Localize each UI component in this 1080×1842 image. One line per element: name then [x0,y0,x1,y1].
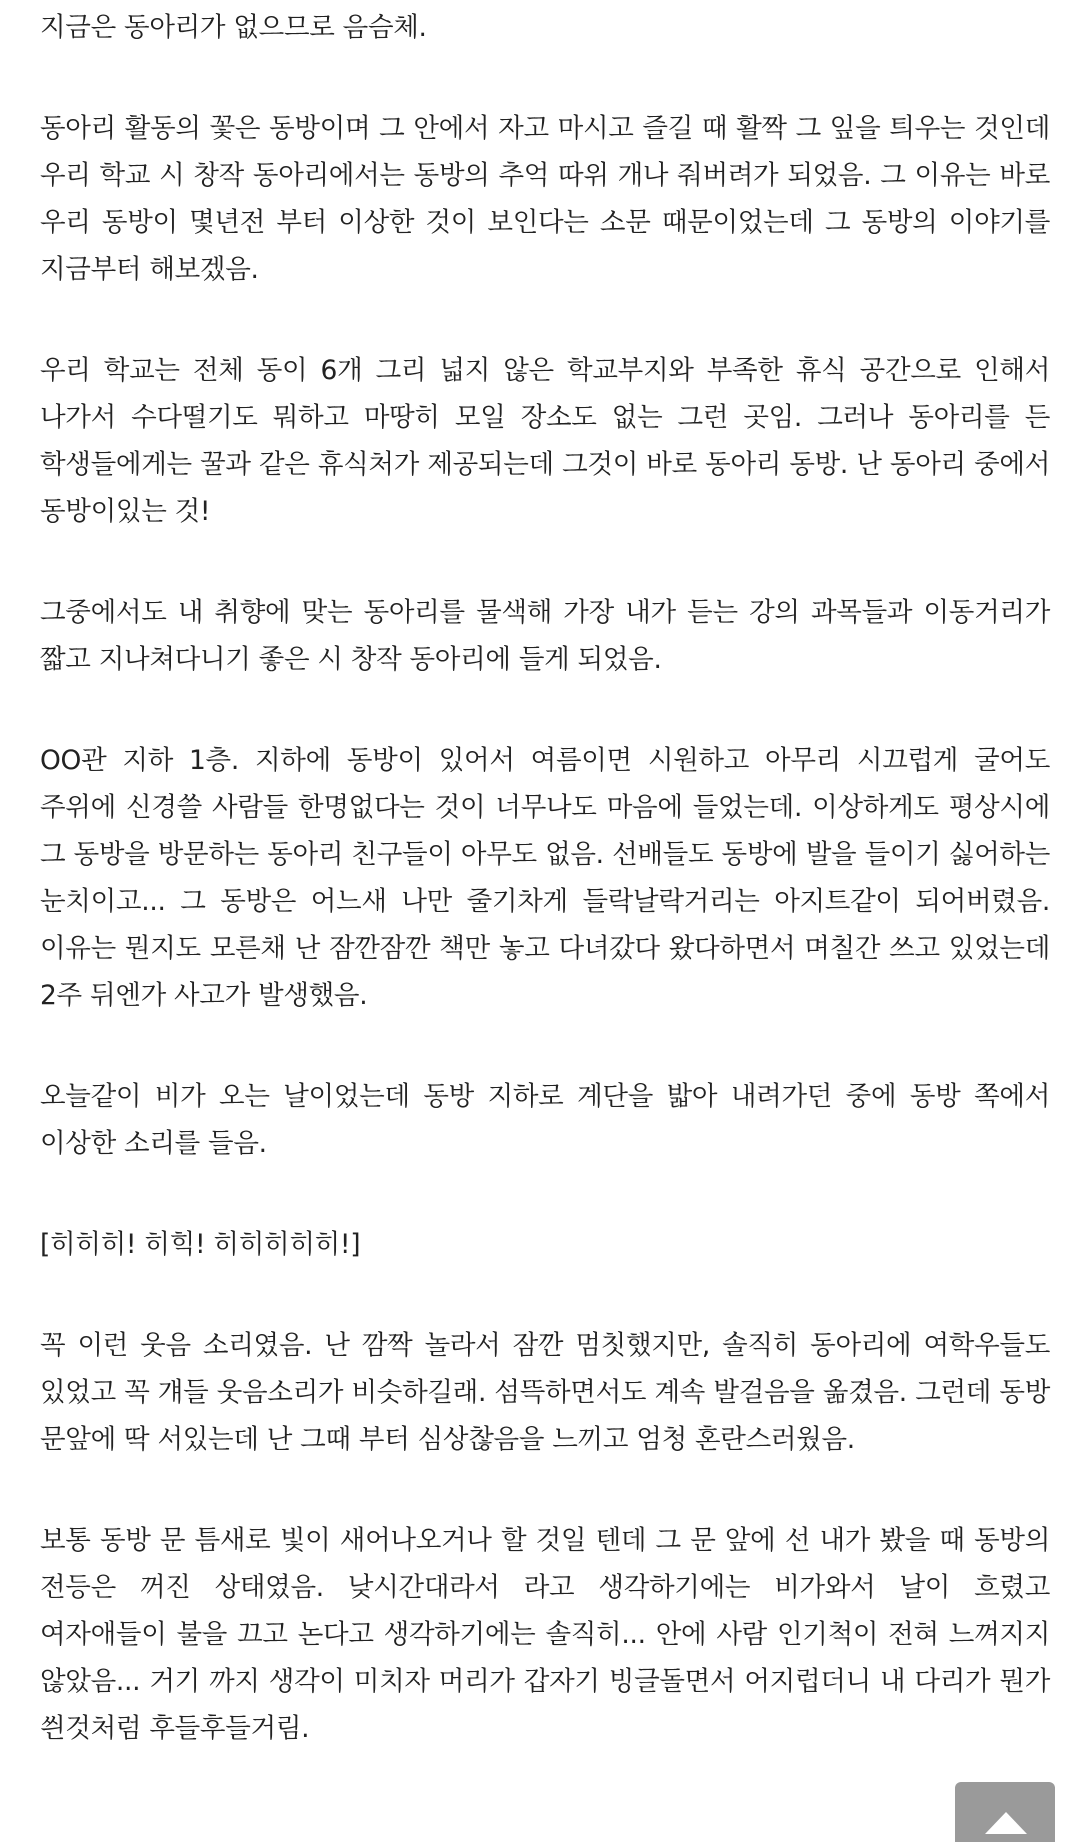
scroll-to-top-button[interactable] [955,1782,1055,1842]
paragraph-intro: 지금은 동아리가 없으므로 음슴체. [40,12,427,43]
paragraph: 그중에서도 내 취향에 맞는 동아리를 물색해 가장 내가 듣는 강의 과목들과 이동거리가 짧고 지나쳐다니기 좋은 시 창작 동아리에 들게 되었음. [40,597,1050,675]
paragraph: 우리 학교는 전체 동이 6개 그리 넓지 않은 학교부지와 부족한 휴식 공간으로 인해서 나가서 수다떨기도 뭐하고 마땅히 모일 장소도 없는 그런 곳임. 그러나 동아리를 든 학생들에게는 꿀과 같은 휴식처가 제공되는데 그것이 바로 동아리 동방. 난 동아리 중에서 동방이있는 것! [40,355,1050,527]
paragraph: 동아리 활동의 꽃은 동방이며 그 안에서 자고 마시고 즐길 때 활짝 그 잎을 틔우는 것인데 우리 학교 시 창작 동아리에서는 동방의 추억 따위 개나 줘버려가 되었음. 그 이유는 바로 우리 동방이 몇년전 부터 이상한 것이 보인다는 소문 때문이었는데 그 동방의 이야기를 지금부터 해보겠음. [40,113,1050,285]
paragraph: 꼭 이런 웃음 소리였음. 난 깜짝 놀라서 잠깐 멈칫했지만, 솔직히 동아리에 여학우들도 있었고 꼭 걔들 웃음소리가 비슷하길래. 섬뜩하면서도 계속 발걸음을 옮겼음. 그런데 동방 문앞에 딱 서있는데 난 그때 부터 심상찮음을 느끼고 엄청 혼란스러웠음. [40,1330,1050,1455]
paragraph: 오늘같이 비가 오는 날이었는데 동방 지하로 계단을 밟아 내려가던 중에 동방 쪽에서 이상한 소리를 들음. [40,1081,1050,1159]
article-body [40,0,1050,1806]
paragraph: OO관 지하 1층. 지하에 동방이 있어서 여름이면 시원하고 아무리 시끄럽게 굴어도 주위에 신경쓸 사람들 한명없다는 것이 너무나도 마음에 들었는데. 이상하게도 평상시에 그 동방을 방문하는 동아리 친구들이 아무도 없음. 선배들도 동방에 발을 들이기 싫어하는 눈치이고... 그 동방은 어느새 나만 줄기차게 들락날락거리는 아지트같이 되어버렸음. 이유는 뭔지도 모른채 난 잠깐잠깐 책만 놓고 다녀갔다 왔다하면서 며칠간 쓰고 있었는데 2주 뒤엔가 사고가 발생했음. [40,745,1050,1011]
chevron-up-icon [985,1812,1027,1836]
paragraph: 보통 동방 문 틈새로 빛이 새어나오거나 할 것일 텐데 그 문 앞에 선 내가 봤을 때 동방의 전등은 꺼진 상태였음. 낮시간대라서 라고 생각하기에는 비가와서 날이 흐렸고 여자애들이 불을 끄고 논다고 생각하기에는 솔직히... 안에 사람 인기척이 전혀 느껴지지 않았음... 거기 까지 생각이 미치자 머리가 갑자기 빙글돌면서 어지럽더니 내 다리가 뭔가 씐것처럼 후들후들거림. [40,1525,1050,1744]
paragraph-laugh-quote: [히히히! 히힉! 히히히히히!] [40,1229,361,1260]
